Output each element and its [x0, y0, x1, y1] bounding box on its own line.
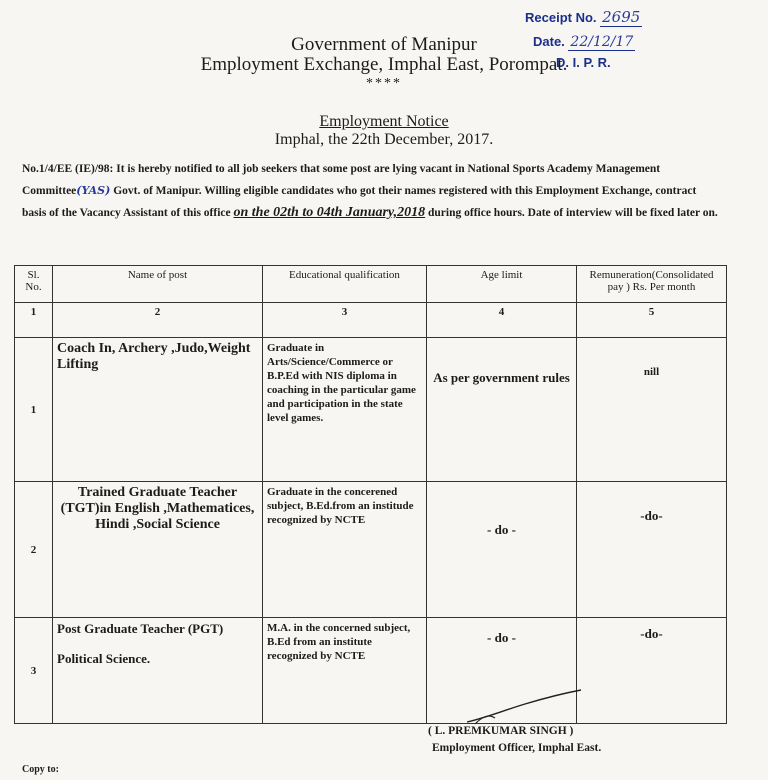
reference-number: No.1/4/EE (IE)/98:: [22, 163, 114, 175]
row-post: Trained Graduate Teacher (TGT)in English ,Mathematices, Hindi ,Social Science: [53, 482, 263, 618]
date-label: Date.: [533, 34, 565, 49]
officer-title: Employment Officer, Imphal East.: [432, 742, 602, 754]
notice-text-3: during office hours. Date of interview will be fixed later on.: [428, 207, 718, 219]
row-post-line: Political Science.: [57, 651, 151, 666]
row-pay: nill: [577, 338, 727, 482]
notice-title: Employment Notice: [319, 113, 449, 130]
row-qualification: Graduate in the concerened subject, B.Ed.from an institude recognized by NCTE: [263, 482, 427, 618]
receipt-number: 2695: [602, 8, 641, 26]
signature-scribble: [465, 688, 585, 728]
column-number: 3: [263, 303, 427, 338]
row-age: - do -: [427, 482, 577, 618]
row-post: Coach In, Archery ,Judo,Weight Lifting: [53, 338, 263, 482]
row-sl: 1: [15, 338, 53, 482]
date-value: 22/12/17: [570, 34, 634, 50]
department-stamp: D. I. P. R.: [556, 55, 611, 70]
notice-text-2: Govt. of Manipur. Willing eligible candidates who got their names registered with this Employment Exchange, contract basis of the Vacancy Assistant of this office: [22, 185, 697, 219]
separator: ****: [366, 76, 402, 91]
row-age: As per government rules: [427, 338, 577, 482]
row-pay: -do-: [577, 482, 727, 618]
header-post: Name of post: [53, 266, 263, 303]
row-pay: -do-: [577, 618, 727, 724]
receipt-stamp: [525, 8, 642, 26]
vacancy-table: [14, 265, 727, 724]
notice-body: [22, 158, 722, 224]
header-age: Age limit: [427, 266, 577, 303]
column-number: 2: [53, 303, 263, 338]
row-qualification: Graduate in Arts/Science/Commerce or B.P.Ed with NIS diploma in coaching in the particular game and participation in the state level games.: [263, 338, 427, 482]
column-number: 5: [577, 303, 727, 338]
row-sl: 3: [15, 618, 53, 724]
government-heading: Government of Manipur: [291, 34, 477, 55]
row-sl: 2: [15, 482, 53, 618]
copy-to: Copy to:: [22, 764, 59, 775]
notice-text-1: It is hereby notified to all job seekers that some post are lying vacant in National Sports Academy Management Committee: [22, 163, 661, 197]
receipt-label: Receipt No.: [525, 10, 597, 25]
row-qualification: M.A. in the concerned subject, B.Ed from an institute recognized by NCTE: [263, 618, 427, 724]
table-row: [15, 618, 727, 724]
office-heading: Employment Exchange, Imphal East, Porompat.: [200, 54, 568, 75]
interview-period: on the 02th to 04th January,2018: [233, 205, 426, 220]
handwritten-note: (YAS): [76, 184, 111, 197]
row-age: - do -: [427, 618, 577, 724]
column-number: 4: [427, 303, 577, 338]
header-qualification: Educational qualification: [263, 266, 427, 303]
notice-date: Imphal, the 22th December, 2017.: [274, 131, 494, 148]
header-sl: Sl. No.: [15, 266, 53, 303]
row-post: [53, 618, 263, 724]
row-post-line: Post Graduate Teacher (PGT): [57, 621, 224, 636]
header-pay: Remuneration(Consolidated pay ) Rs. Per month: [577, 266, 727, 303]
table-row: [15, 338, 727, 482]
column-number-row: [15, 303, 727, 338]
table-row: [15, 482, 727, 618]
table-header-row: [15, 266, 727, 303]
officer-name: ( L. PREMKUMAR SINGH ): [428, 725, 574, 737]
column-number: 1: [15, 303, 53, 338]
